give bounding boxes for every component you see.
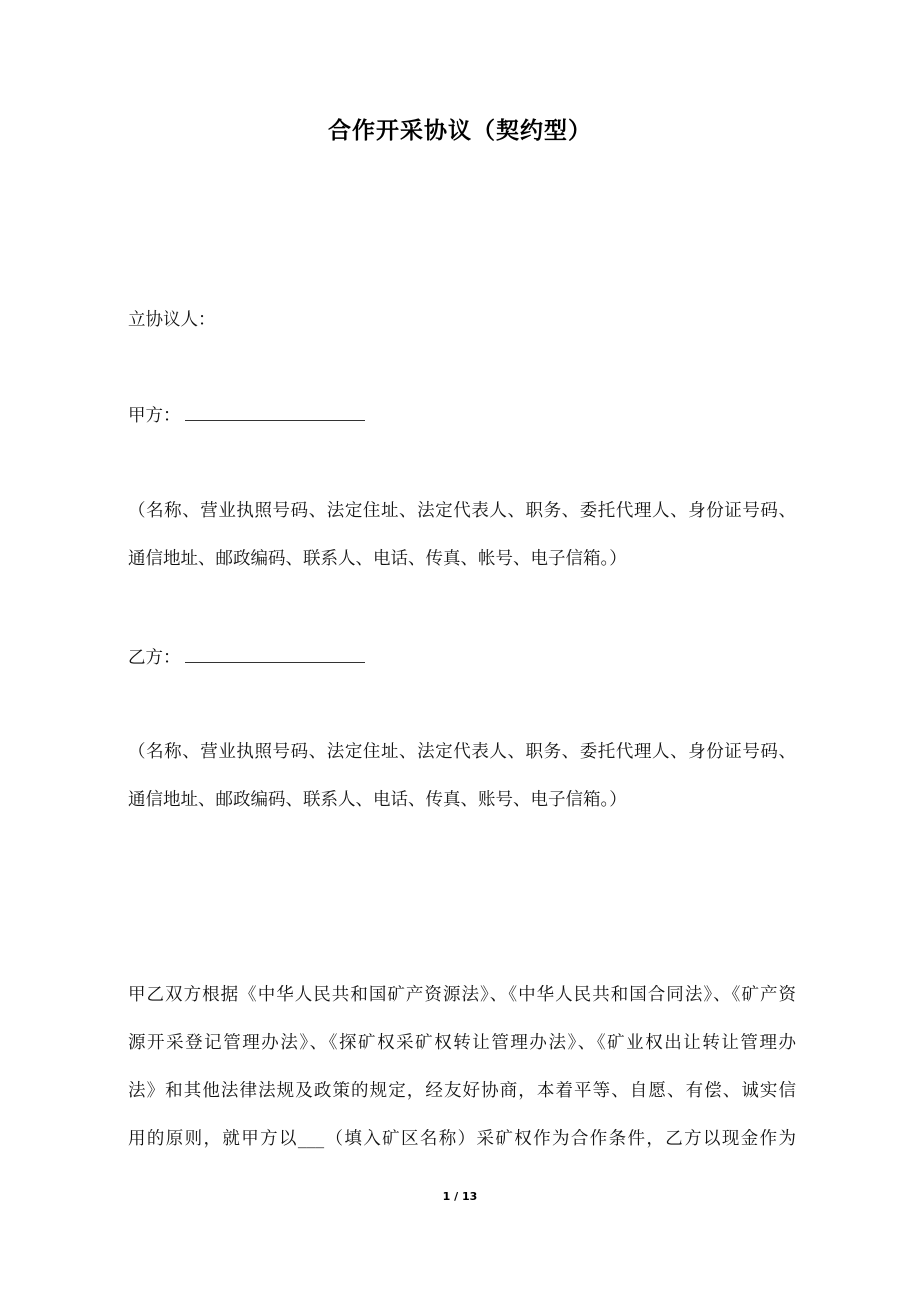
body-paragraph bbox=[128, 983, 796, 1175]
body-line: 法》和其他法律法规及政策的规定，经友好协商，本着平等、自愿、有偿、诚实信 bbox=[128, 1081, 796, 1101]
party-b-label: 乙方： bbox=[128, 648, 181, 668]
body-line: 甲乙双方根据《中华人民共和国矿产资源法》、《中华人民共和国合同法》、《矿产资 bbox=[128, 985, 796, 1005]
signatory-label: 立协议人： bbox=[128, 310, 216, 330]
body-line: 用的原则，就甲方以___（填入矿区名称）采矿权作为合作条件，乙方以现金作为 bbox=[128, 1129, 796, 1149]
party-a-note-line: 通信地址、邮政编码、联系人、电话、传真、帐号、电子信箱。） bbox=[128, 549, 627, 569]
party-a-note bbox=[128, 499, 796, 595]
party-b-line bbox=[128, 646, 365, 670]
page-number: 1 / 13 bbox=[442, 1190, 478, 1203]
party-b-blank-field bbox=[185, 648, 365, 663]
party-a-line bbox=[128, 404, 365, 428]
party-a-blank-field bbox=[185, 406, 365, 421]
page-title: 合作开采协议（契约型） bbox=[328, 118, 592, 144]
party-a-note-line: （名称、营业执照号码、法定住址、法定代表人、职务、委托代理人、身份证号码、 bbox=[128, 501, 796, 521]
party-b-note-line: 通信地址、邮政编码、联系人、电话、传真、账号、电子信箱。） bbox=[128, 790, 627, 810]
body-line: 源开采登记管理办法》、《探矿权采矿权转让管理办法》、《矿业权出让转让管理办 bbox=[128, 1033, 796, 1053]
party-a-label: 甲方： bbox=[128, 406, 181, 426]
party-b-note-line: （名称、营业执照号码、法定住址、法定代表人、职务、委托代理人、身份证号码、 bbox=[128, 742, 796, 762]
party-b-note bbox=[128, 740, 796, 836]
